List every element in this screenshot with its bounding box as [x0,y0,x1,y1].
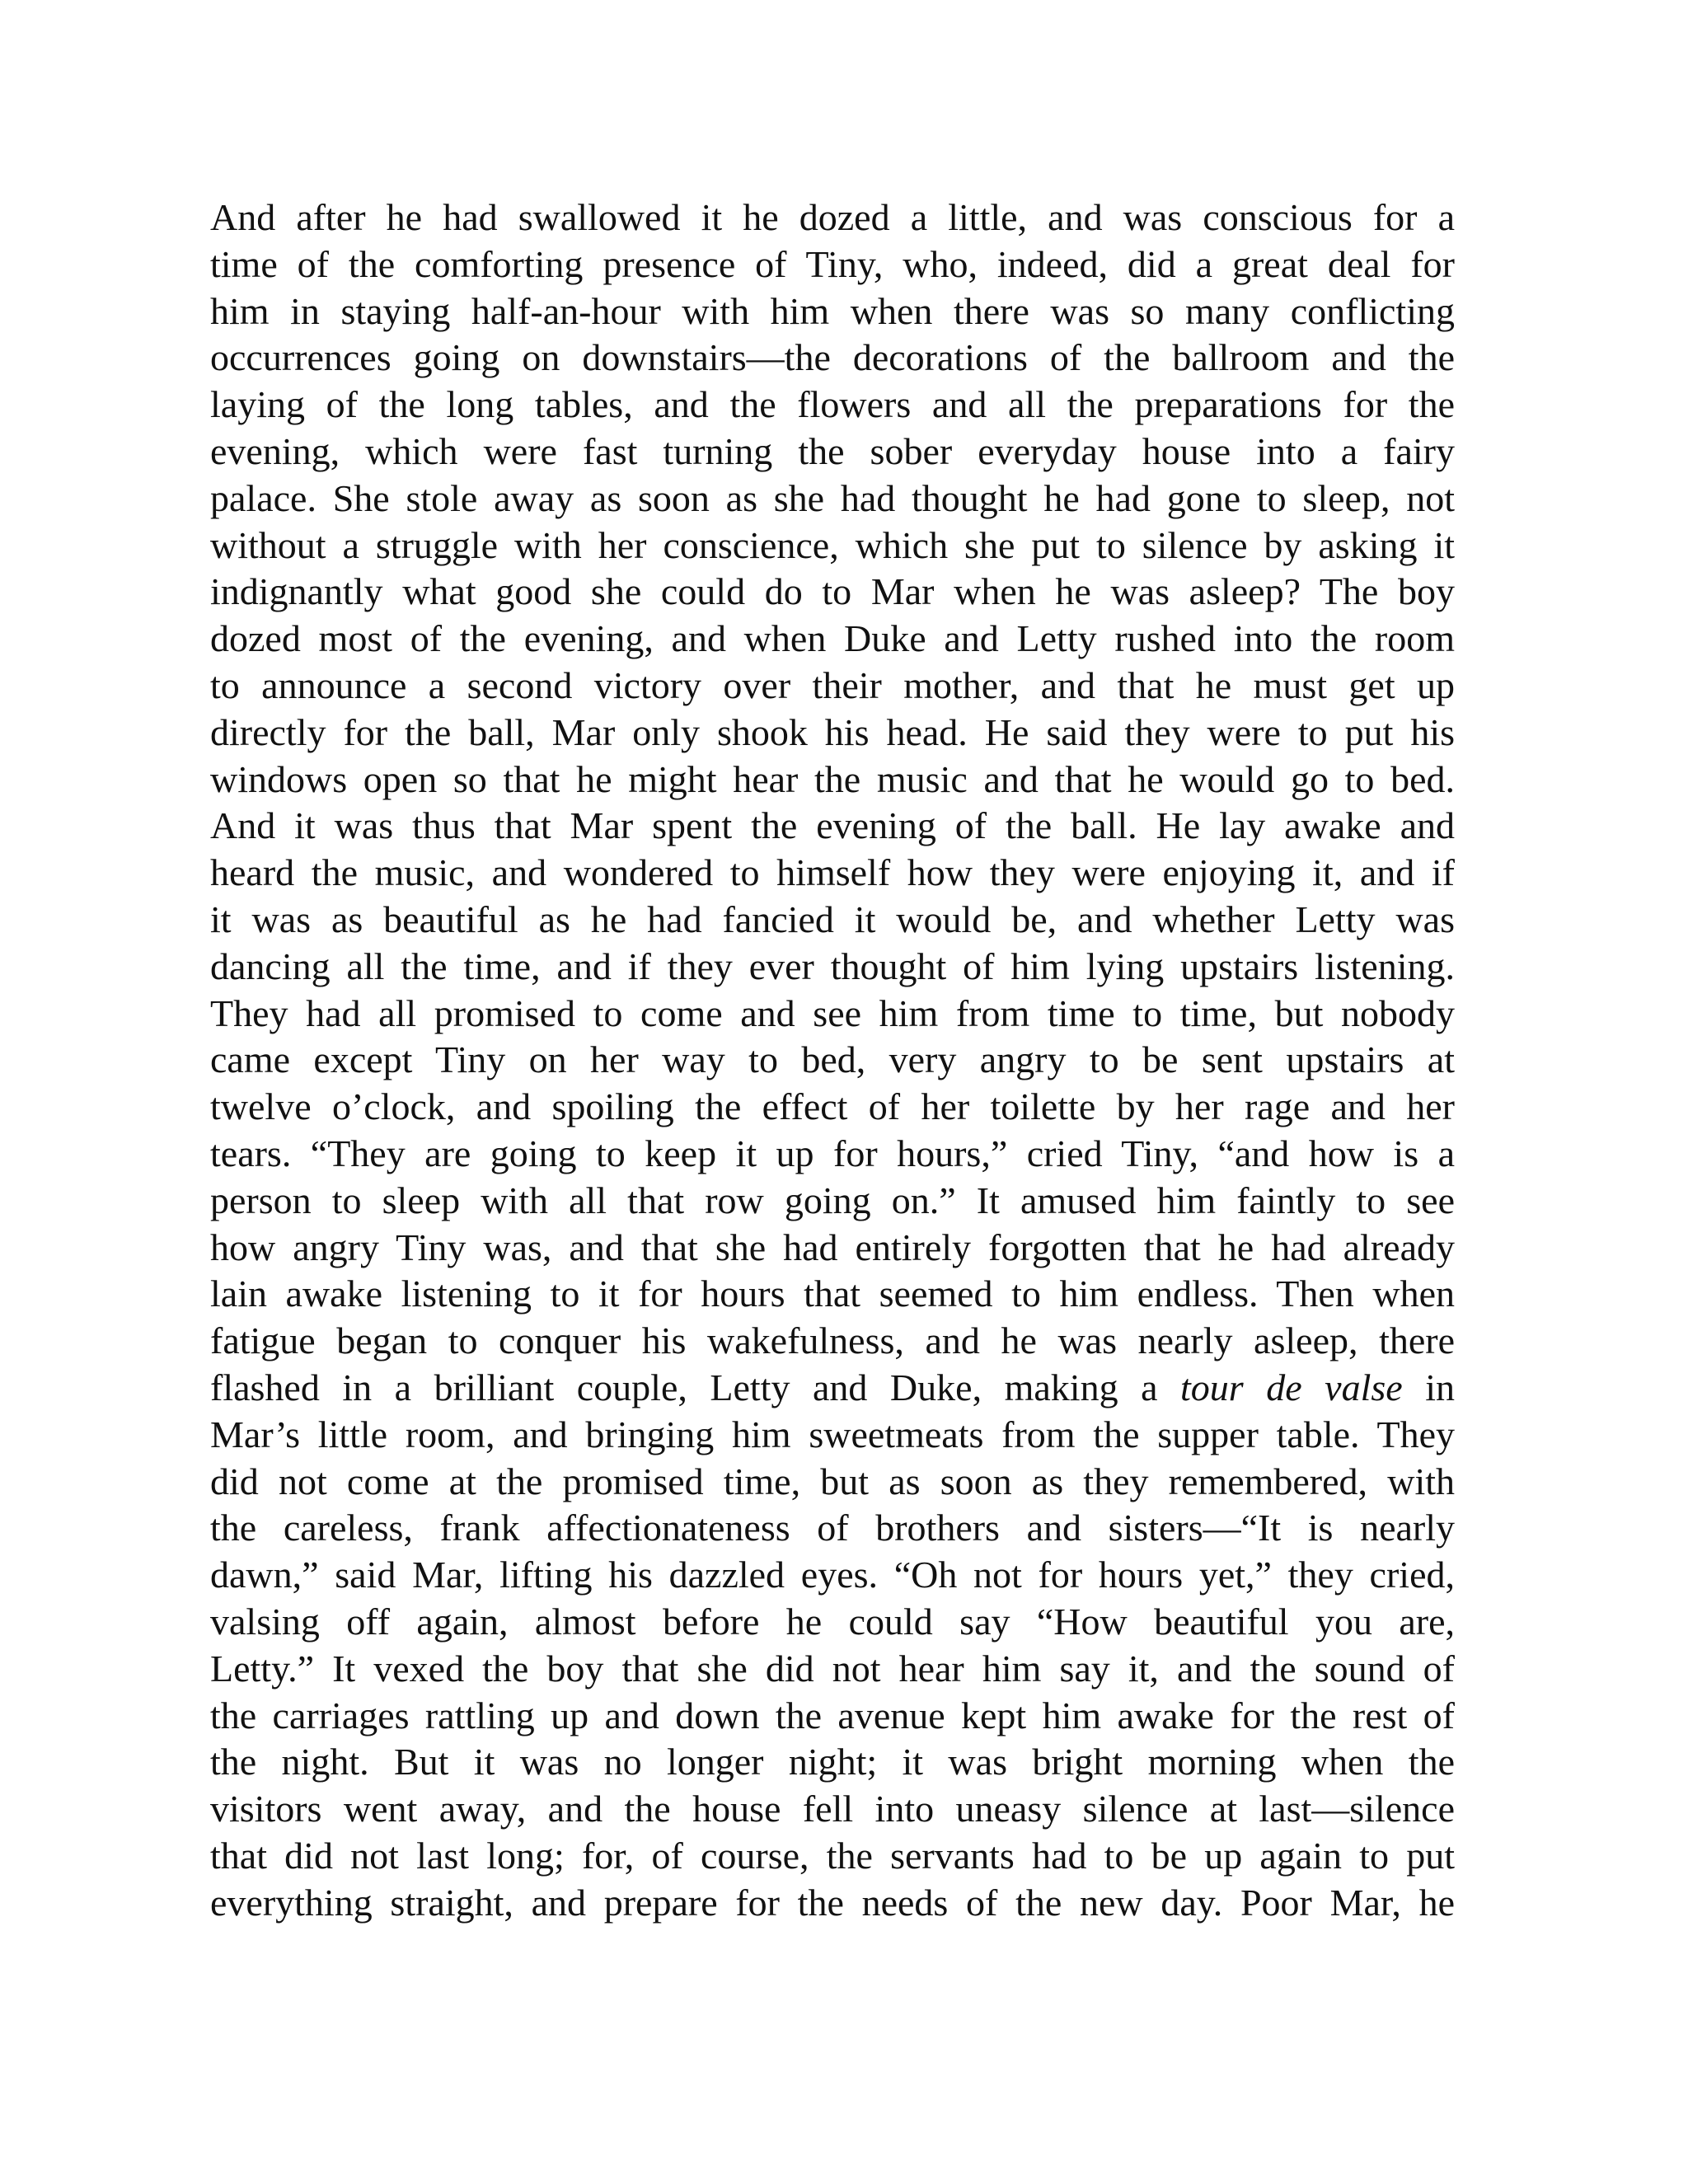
text-line [210,476,1455,523]
text-segment: flashed in a brilliant couple, Letty and Duke, making a [210,1366,1181,1408]
text-line [210,1880,1455,1927]
text-line [210,803,1455,850]
text-line [210,710,1455,757]
text-line [210,429,1455,476]
text-segment: indignantly what good she could do to Mar when he was asleep? The boy [210,570,1455,613]
text-segment: heard the music, and wondered to himself how they were enjoying it, and if [210,851,1455,894]
text-segment: time of the comforting presence of Tiny, who, indeed, did a great deal for [210,242,1455,285]
text-segment: without a struggle with her conscience, which she put to silence by asking it [210,523,1455,566]
text-line [210,569,1455,616]
text-segment: windows open so that he might hear the music and that he would go to bed. [210,757,1455,800]
text-segment: palace. She stole away as soon as she had thought he had gone to sleep, not [210,476,1455,519]
text-line [210,1037,1455,1084]
text-segment: him in staying half-an-hour with him when there was so many conflicting [210,289,1455,332]
text-line [210,663,1455,710]
text-line [210,194,1455,241]
text-line [210,1786,1455,1833]
text-segment: And after he had swallowed it he dozed a little, and was conscious for a [210,196,1455,238]
text-line [210,288,1455,335]
text-line [210,1318,1455,1365]
text-line [210,1084,1455,1131]
text-segment: to announce a second victory over their mother, and that he must get up [210,663,1455,706]
italic-phrase: tour de valse [1180,1366,1403,1408]
text-segment: the night. But it was no longer night; it was bright morning when the [210,1741,1455,1783]
body-text [210,194,1455,1926]
text-line [210,1833,1455,1880]
text-segment: laying of the long tables, and the flowers and all the preparations for the [210,383,1455,426]
text-line [210,1459,1455,1506]
text-line [210,1131,1455,1178]
text-line [210,1178,1455,1225]
text-line [210,382,1455,429]
text-line [210,1739,1455,1786]
text-segment: it was as beautiful as he had fancied it would be, and whether Letty was [210,898,1455,940]
text-line [210,1412,1455,1459]
text-segment: They had all promised to come and see him from time to time, but nobody [210,991,1455,1034]
text-line [210,944,1455,991]
text-segment: how angry Tiny was, and that she had entirely forgotten that he had already [210,1226,1455,1268]
text-segment: the carriages rattling up and down the avenue kept him awake for the rest of [210,1694,1455,1736]
text-segment: everything straight, and prepare for the needs of the new day. Poor Mar, he [210,1881,1455,1924]
text-line [210,757,1455,804]
text-segment: fatigue began to conquer his wakefulness, and he was nearly asleep, there [210,1319,1455,1362]
text-line [210,1225,1455,1272]
text-segment: lain awake listening to it for hours that seemed to him endless. Then when [210,1272,1455,1315]
text-line [210,241,1455,288]
text-segment: directly for the ball, Mar only shook his head. He said they were to put his [210,710,1455,753]
text-segment: came except Tiny on her way to bed, very angry to be sent upstairs at [210,1038,1455,1081]
text-line [210,991,1455,1038]
text-segment: valsing off again, almost before he could say “How beautiful you are, [210,1600,1455,1643]
text-line [210,1365,1455,1412]
text-segment: dancing all the time, and if they ever thought of him lying upstairs listening. [210,944,1455,987]
text-segment: the careless, frank affectionateness of brothers and sisters—“It is nearly [210,1507,1455,1549]
text-line [210,1505,1455,1552]
text-segment: dozed most of the evening, and when Duke and Letty rushed into the room [210,617,1455,660]
text-segment: did not come at the promised time, but as soon as they remembered, with [210,1460,1455,1502]
text-segment: dawn,” said Mar, lifting his dazzled eyes. “Oh not for hours yet,” they cried, [210,1554,1455,1596]
text-line [210,1552,1455,1599]
text-line [210,335,1455,382]
text-segment: evening, which were fast turning the sober everyday house into a fairy [210,429,1455,472]
text-segment: visitors went away, and the house fell into uneasy silence at last—silence [210,1788,1455,1830]
text-segment: Letty.” It vexed the boy that she did not hear him say it, and the sound of [210,1647,1455,1690]
text-line [210,1646,1455,1693]
text-segment: tears. “They are going to keep it up for hours,” cried Tiny, “and how is a [210,1132,1455,1174]
text-line [210,1599,1455,1646]
text-segment: twelve o’clock, and spoiling the effect of her toilette by her rage and her [210,1085,1455,1128]
text-segment: person to sleep with all that row going on.” It amused him faintly to see [210,1179,1455,1221]
text-segment: occurrences going on downstairs—the decorations of the ballroom and the [210,336,1455,379]
text-line [210,1271,1455,1318]
text-line [210,850,1455,897]
text-line [210,523,1455,569]
text-segment: in [1402,1366,1455,1408]
text-segment: Mar’s little room, and bringing him sweetmeats from the supper table. They [210,1413,1455,1455]
text-segment: And it was thus that Mar spent the evening of the ball. He lay awake and [210,804,1455,847]
text-line [210,1693,1455,1740]
text-line [210,616,1455,663]
text-segment: that did not last long; for, of course, the servants had to be up again to put [210,1834,1455,1877]
text-line [210,897,1455,944]
